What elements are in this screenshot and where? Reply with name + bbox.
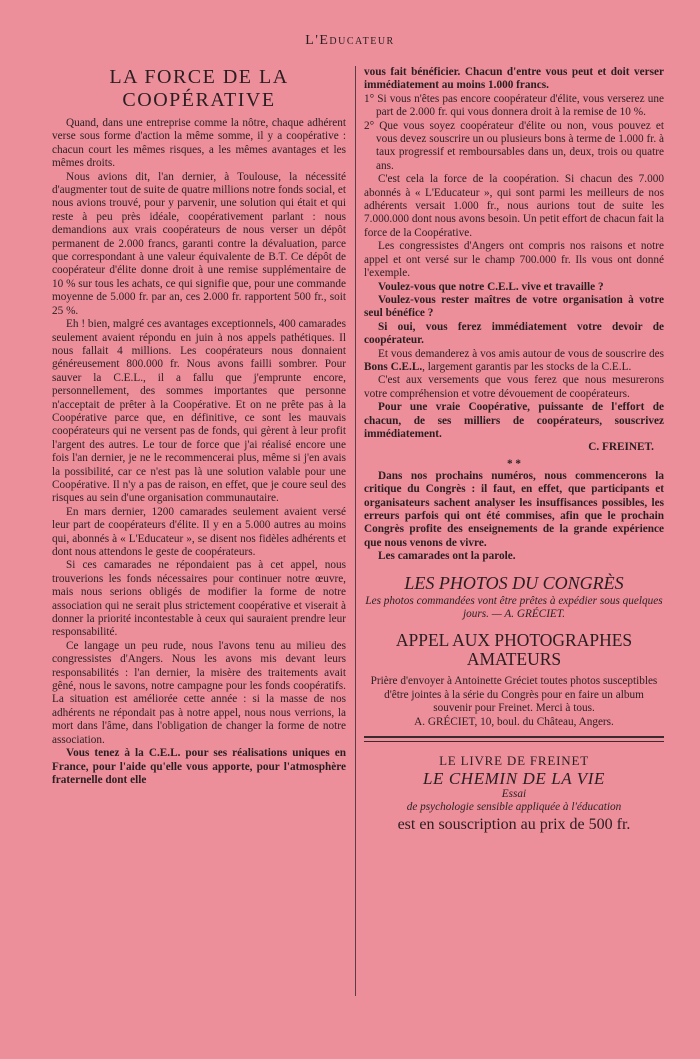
text-run: , largement garantis par les stocks de la C.E.L.	[422, 360, 632, 373]
livre-subtitle: de psychologie sensible appliquée à l'éducation	[406, 801, 622, 814]
paragraph: Eh ! bien, malgré ces avantages exceptionnels, 400 camarades seulement avaient répondu en juin à nos appels pathétiques. Il nous fallait 4 millions. Les coopérateurs nous donnaient généreusement 800.000 fr. Nous avons failli sombrer. Pour sauver la C.E.L., il a fallu que j'emprunte encore, personnellement, des sommes importantes que personne n'acceptait de prêter à la Coopérative. Et on ne prête pas à la Coopérative parce que, en définitive, ce sont les mauvais coopérateurs qui ne versent pas de fonds, qui gèrent à leur profit l'argent des autres. Le tour de force que j'ai réalisé encore une fois l'an dernier, je ne le recommencerai plus, même si j'en avais la possibilité, car ce n'est pas là une solution valable pour une Coopérative. Il n'y a pas de raison, en effet, que je coure seul des risques au sein d'une organisation communautaire.	[52, 318, 346, 505]
list-item: 2° Que vous soyez coopérateur d'élite ou non, vous pouvez et vous devez souscrire un ou plusieurs bons à terme de 1.000 fr. à taux progressif et remboursables dans un, deux, trois ou quatre ans.	[364, 119, 664, 172]
paragraph: En mars dernier, 1200 camarades seulement avaient versé leur part de coopérateurs d'élite. Il y en a 5.000 autres au moins qui, abonnés à « L'Educateur », se disent nos fidèles adhérents et dont nous attendons le geste de coopérateurs.	[52, 505, 346, 558]
signature: C. FREINET.	[588, 441, 654, 454]
critique-notice: Dans nos prochains numéros, nous commencerons la critique du Congrès : il faut, en effet, que participants et organisateurs sachent analyser les insuffisances possibles, les erreurs parfois qui ont été commises, afin que le prochain Congrès profite des enseignements de la grande expérience que nous venons de vivre.	[364, 469, 664, 549]
question: Si oui, vous ferez immédiatement votre devoir de coopérateur.	[364, 320, 664, 347]
running-title: L'Educateur	[305, 33, 395, 48]
parole-line: Les camarades ont la parole.	[378, 550, 516, 563]
text-run: Et vous demanderez à vos amis autour de vous de souscrire des	[378, 347, 664, 360]
title-line-2: COOPÉRATIVE	[122, 89, 276, 111]
bons-cel: Bons C.E.L.	[364, 360, 423, 373]
appel-text: Prière d'envoyer à Antoinette Gréciet toutes photos susceptibles d'être jointes à la série du Congrès pour en faire un album souvenir pour Freinet. Merci à tous.	[370, 675, 658, 715]
appel-title-line-1: APPEL AUX PHOTOGRAPHES	[395, 630, 633, 651]
left-column	[52, 66, 346, 787]
appel-title	[364, 631, 664, 669]
right-column	[364, 66, 664, 834]
paragraph: Nous avions dit, l'an dernier, à Toulouse, la nécessité d'augmenter tout de suite de quatre millions notre fonds social, et nous avions trouvé, pour y parvenir, une solution qui était et qui reste à peu près idéale, coopérativement parlant : nous demandions aux vrais coopérateurs de nous verser un dépôt permanent de 2.000 francs, garanti contre la dévaluation, parce que correspondant à une valeur équivalente de B.T. Ce dépôt de coopérateur d'élite donne droit à une remise supplémentaire de 10 % sur tous les achats, ce qui signifie que, pour une commande moyenne de 5.000 fr. par an, ces 2.000 fr. rapportent 500 fr., soit 25 %.	[52, 170, 346, 317]
photos-text: Les photos commandées vont être prêtes à expédier sous quelques jours. — A. GRÉCIET.	[365, 594, 663, 621]
question: Voulez-vous que notre C.E.L. vive et travaille ?	[378, 280, 604, 293]
question: Voulez-vous rester maîtres de votre organisation à votre seul bénéfice ?	[364, 293, 664, 320]
section-separator: * *	[506, 457, 522, 470]
bold-appeal: Vous tenez à la C.E.L. pour ses réalisations uniques en France, pour l'aide qu'elle vous apporte, pour l'atmosphère fraternelle dont elle	[52, 747, 346, 786]
appel-title-line-2: AMATEURS	[466, 649, 562, 670]
photos-title: LES PHOTOS DU CONGRÈS	[404, 572, 624, 593]
paragraph	[364, 348, 664, 375]
title-line-1: LA FORCE DE LA	[109, 66, 289, 88]
livre-kicker: LE LIVRE DE FREINET	[439, 753, 589, 769]
horizontal-rule	[364, 736, 664, 742]
paragraph: Quand, dans une entreprise comme la nôtre, chaque adhérent verse sous forme d'action la même somme, il y a coopérative : chacun court les mêmes risques, a les mêmes avantages et les mêmes droits.	[52, 117, 346, 170]
paragraph: C'est cela la force de la coopération. Si chacun des 7.000 abonnés à « L'Educateur », qui sont parmi les meilleurs de nos adhérents versait 1.000 fr., nous aurions tout de suite les 7.000.000 dont nous avons besoin. Un petit effort de chacun fait la force de la Coopérative.	[364, 173, 664, 239]
list-item: 1° Si vous n'êtes pas encore coopérateur d'élite, vous verserez une part de 2.000 fr. qui vous donnera droit à la remise de 10 %.	[364, 92, 664, 119]
livre-essai: Essai	[501, 788, 527, 801]
paragraph: C'est aux versements que vous ferez que nous mesurerons votre compréhension et votre dévouement de coopérateurs.	[364, 374, 664, 400]
article-title	[52, 66, 346, 112]
bold-appeal-continued: vous fait bénéficier. Chacun d'entre vous peut et doit verser immédiatement au moins 1.000 francs.	[364, 66, 664, 92]
column-divider	[355, 66, 356, 996]
paragraph: Les congressistes d'Angers ont compris nos raisons et notre appel et ont versé sur le champ 700.000 fr. Ils vous ont donné l'exemple.	[364, 240, 664, 280]
paragraph: Si ces camarades ne répondaient pas à cet appel, nous trouverions les fonds nécessaires pour continuer notre œuvre, mais nous serions obligés de modifier la forme de notre association qui ne serait plus strictement coopérative et viserait à donner la priorité incontestable à ceux qui sauraient prendre leur responsabilité.	[52, 559, 346, 639]
closing-appeal: Pour une vraie Coopérative, puissante de l'effort de chacun, de ses milliers de coopérateurs, souscrivez immédiatement.	[364, 401, 664, 440]
appel-address: A. GRÉCIET, 10, boul. du Château, Angers.	[414, 715, 614, 728]
paragraph: Ce langage un peu rude, nous l'avons tenu au milieu des congressistes d'Angers. Nous les avons mis devant leurs responsabilités : l'an dernier, la misère des traitements avait gêné, nous le savons, notre campagne pour les fonds coopératifs. La situation est améliorée cette année : si la masse de nos adhérents ne répondait pas à notre appel, nous nous verrions, la mort dans l'âme, dans l'obligation de changer la forme de notre association.	[52, 639, 346, 746]
livre-price: est en souscription au prix de 500 fr.	[397, 815, 631, 833]
livre-title: LE CHEMIN DE LA VIE	[422, 769, 606, 789]
